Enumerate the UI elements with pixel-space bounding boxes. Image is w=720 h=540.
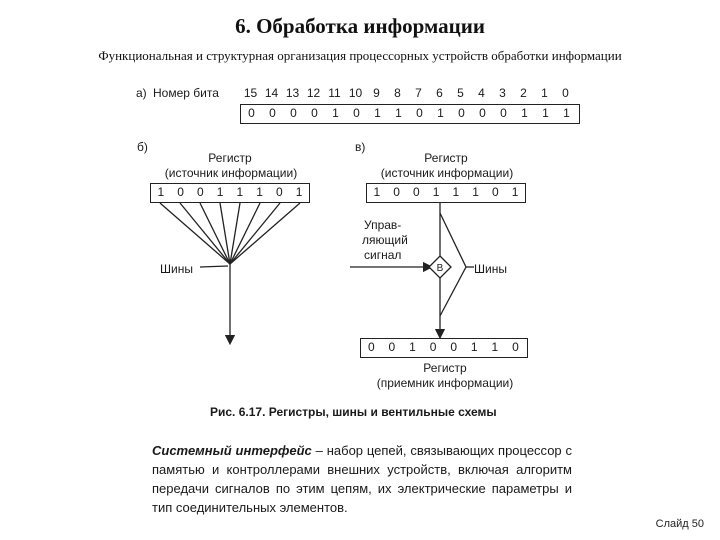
bit-cell: 1 xyxy=(216,185,224,199)
bit-cell: 2 xyxy=(520,86,527,100)
bit-cell: 7 xyxy=(415,86,422,100)
bit-cell: 4 xyxy=(478,86,485,100)
bit-cell: 12 xyxy=(306,86,321,100)
bit-cell: 0 xyxy=(413,185,420,199)
bit-cell: 1 xyxy=(542,106,549,120)
bit-cell: 1 xyxy=(236,185,244,199)
bit-cell: 15 xyxy=(243,86,258,100)
register-b-subtitle: (источник информации) xyxy=(164,166,298,180)
register-b-title: Регистр xyxy=(208,151,252,165)
bit-cell: 1 xyxy=(256,185,263,199)
bit-cell: 0 xyxy=(450,340,458,354)
bit-cell: 0 xyxy=(562,86,569,100)
bit-cell: 0 xyxy=(269,106,276,120)
bit-cell: 0 xyxy=(367,340,375,354)
bit-cell: 1 xyxy=(511,185,519,199)
bit-cell: 0 xyxy=(353,106,360,120)
bus-b-label: Шины xyxy=(160,262,193,276)
bit-cell: 1 xyxy=(374,106,381,120)
part-b-label: б) xyxy=(137,140,148,154)
bit-cell: 1 xyxy=(373,185,381,199)
bit-cell: 1 xyxy=(432,185,440,199)
bus-line xyxy=(230,203,300,264)
bit-cell: 1 xyxy=(563,106,570,120)
bit-cell: 10 xyxy=(348,86,363,100)
bit-cell: 0 xyxy=(416,106,423,120)
bit-cell: 0 xyxy=(248,106,255,120)
bit-cell: 14 xyxy=(264,86,279,100)
bit-cell: 6 xyxy=(436,86,443,100)
bit-cell: 1 xyxy=(332,106,339,120)
page-subtitle: Функциональная и структурная организация процессорных устройств обработки информации xyxy=(98,48,622,63)
bit-cell: 11 xyxy=(328,86,341,100)
bit-cell: 0 xyxy=(500,106,507,120)
bit-cell: 1 xyxy=(395,106,402,120)
bit-cell: 3 xyxy=(499,86,506,100)
control-signal-label-3: сигнал xyxy=(364,248,402,262)
bit-cell: 0 xyxy=(512,340,519,354)
bit-cell: 0 xyxy=(177,185,184,199)
bit-cell: 1 xyxy=(157,185,165,199)
gate-letter: В xyxy=(436,263,444,274)
bit-number-label: Номер бита xyxy=(153,86,219,100)
bit-cell: 1 xyxy=(472,185,479,199)
control-signal-label-1: Управ- xyxy=(364,218,402,232)
bit-cell: 0 xyxy=(276,185,283,199)
bus-pointer xyxy=(200,266,228,267)
paragraph-text: – набор цепей, связывающих процессор с памятью и контроллерами внешних устройств, включая алгоритм передачи сигналов по этим цепям, их электрические параметры и тип соединительных элементов. xyxy=(152,443,573,515)
bit-cell: 5 xyxy=(457,86,464,100)
bit-cell: 0 xyxy=(479,106,486,120)
bit-cell: 1 xyxy=(491,340,499,354)
system-interface-paragraph xyxy=(152,441,572,517)
bit-cell: 13 xyxy=(285,86,300,100)
bit-cell: 9 xyxy=(373,86,380,100)
bit-cell: 0 xyxy=(197,185,204,199)
page-title: 6. Обработка информации xyxy=(235,14,485,38)
part-a-label: а) xyxy=(136,86,147,100)
bit-cell: 0 xyxy=(492,185,499,199)
bit-cell: 1 xyxy=(541,86,548,100)
control-signal-label-2: ляющий xyxy=(362,233,408,247)
bit-cell: 1 xyxy=(409,340,416,354)
bit-cell: 1 xyxy=(295,185,303,199)
part-c-label: в) xyxy=(355,140,366,154)
paragraph-term: Системный интерфейс xyxy=(152,443,312,458)
register-c-dest-title: Регистр xyxy=(423,361,467,375)
register-c-dest-subtitle: (приемник информации) xyxy=(376,376,514,390)
register-c-source-title: Регистр xyxy=(424,151,468,165)
bit-cell: 8 xyxy=(394,86,401,100)
bit-cell: 0 xyxy=(393,185,400,199)
bit-cell: 0 xyxy=(290,106,297,120)
bit-cell: 0 xyxy=(458,106,465,120)
bit-cell: 0 xyxy=(429,340,437,354)
bit-cell: 0 xyxy=(388,340,396,354)
bit-cell: 0 xyxy=(311,106,318,120)
register-c-source-subtitle: (источник информации) xyxy=(380,166,514,180)
bit-cell: 1 xyxy=(452,185,460,199)
bit-cell: 1 xyxy=(437,106,444,120)
figure-caption: Рис. 6.17. Регистры, шины и вентильные схемы xyxy=(210,405,497,419)
bit-cell: 1 xyxy=(470,340,478,354)
bit-cell: 1 xyxy=(521,106,528,120)
bus-line xyxy=(160,203,230,264)
bus-c-label: Шины xyxy=(474,262,507,276)
slide-number: Слайд 50 xyxy=(655,518,704,530)
